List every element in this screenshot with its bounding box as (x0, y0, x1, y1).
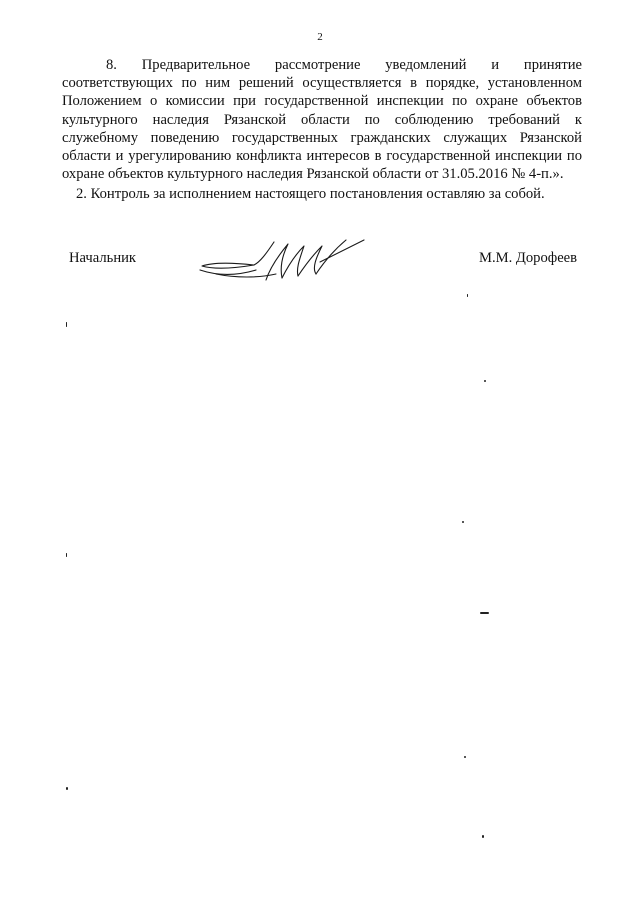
scan-speck (482, 835, 484, 838)
scan-speck (66, 553, 67, 557)
scan-speck (464, 756, 466, 758)
scan-speck (66, 787, 68, 790)
document-body (62, 56, 582, 204)
signatory-title: Начальник (69, 250, 137, 266)
paragraph-item-8: 8. Предварительное рассмотрение уведомлений и принятие соответствующих по ним решений осуществляется в порядке, установленном Положением о комиссии при государственной инспекции по охране объектов культурного наследия Рязанской области по соблюдению требований к служебному поведению государственных гражданских служащих Рязанской области и урегулированию конфликта интересов в государственной инспекции по охране объектов культурного наследия Рязанской области от 31.05.2016 № 4-п.». (62, 57, 582, 183)
page-number: 2 (317, 31, 323, 43)
scan-speck (66, 322, 67, 327)
paragraph-control-clause: 2. Контроль за исполнением настоящего постановления оставляю за собой. (76, 186, 545, 203)
scan-speck (480, 612, 489, 614)
handwritten-signature (196, 232, 368, 288)
signatory-name: М.М. Дорофеев (479, 250, 578, 266)
scan-speck (484, 380, 486, 382)
scan-speck (467, 294, 468, 297)
scan-speck (462, 521, 464, 523)
